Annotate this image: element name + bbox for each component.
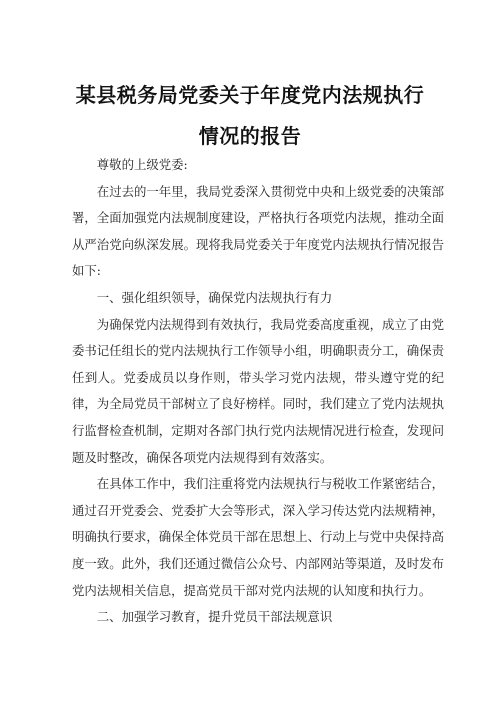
section-1-paragraph-2: 在具体工作中，我们注重将党内法规执行与税收工作紧密结合，通过召开党委会、党委扩大会等形式，深入学习传达党内法规精神，明确执行要求，确保全体党员干部在思想上、行动上与党中央保持高度一致。此外，我们还通过微信公众号、内部网站等渠道，及时发布党内法规相关信息，提高党员干部对党内法规的认知度和执行力。 <box>72 476 444 598</box>
document-title-line-2: 情况的报告 <box>198 124 302 148</box>
document-body <box>72 152 444 631</box>
section-heading-2: 二、加强学习教育，提升党员干部法规意识 <box>96 609 333 625</box>
greeting: 尊敬的上级党委: <box>96 157 188 172</box>
section-1-paragraph-1: 为确保党内法规得到有效执行，我局党委高度重视，成立了由党委书记任组长的党内法规执行工作领导小组，明确职责分工，确保责任到人。党委成员以身作则，带头学习党内法规，带头遵守党的纪律，为全局党员干部树立了良好榜样。同时，我们建立了党内法规执行监督检查机制，定期对各部门执行党内法规情况进行检查，发现问题及时整改，确保各项党内法规得到有效落实。 <box>72 316 444 465</box>
document-title-line-1: 某县税务局党委关于年度党内法规执行 <box>75 83 425 107</box>
intro-paragraph: 在过去的一年里，我局党委深入贯彻党中央和上级党委的决策部署，全面加强党内法规制度建设，严格执行各项党内法规，推动全面从严治党向纵深发展。现将我局党委关于年度党内法规执行情况报告如下: <box>72 183 444 279</box>
section-heading-1: 一、强化组织领导，确保党内法规执行有力 <box>96 289 333 305</box>
